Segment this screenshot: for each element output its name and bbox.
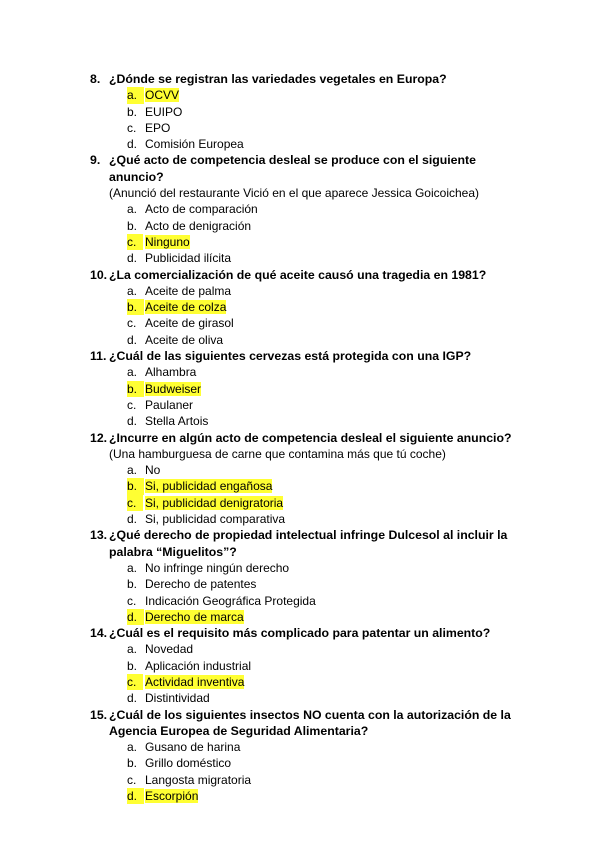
option-letter: a. <box>127 560 138 575</box>
question-block <box>0 625 600 706</box>
answer-option <box>0 364 600 380</box>
answer-option <box>0 576 600 592</box>
answer-option <box>0 136 600 152</box>
option-text: Novedad <box>145 642 194 657</box>
answer-option <box>0 413 600 429</box>
answer-option-highlighted <box>0 788 600 804</box>
question-text: ¿Qué acto de competencia desleal se produce con el siguiente anuncio? <box>109 153 476 184</box>
option-text: OCVV <box>145 88 180 103</box>
option-text: Comisión Europea <box>145 137 244 152</box>
answer-option <box>0 772 600 788</box>
option-letter: b. <box>127 381 144 397</box>
question-text: ¿La comercialización de qué aceite causó una tragedia en 1981? <box>109 267 487 282</box>
question-block <box>0 267 600 348</box>
answer-option <box>0 201 600 217</box>
option-letter: a. <box>127 202 138 217</box>
document-page <box>0 71 600 804</box>
question-text: ¿Dónde se registran las variedades vegetales en Europa? <box>109 72 447 86</box>
question-heading <box>0 267 600 283</box>
option-text: Indicación Geográfica Protegida <box>145 593 316 608</box>
option-text: Si, publicidad denigratoria <box>145 495 284 510</box>
option-letter: b. <box>127 299 144 315</box>
answer-option-highlighted <box>0 381 600 397</box>
option-text: Alhambra <box>145 365 197 380</box>
option-letter: a. <box>127 283 138 298</box>
question-number: 12. <box>90 430 108 445</box>
option-letter: b. <box>127 658 138 673</box>
option-text: Derecho de patentes <box>145 577 257 592</box>
option-text: Paulaner <box>145 397 194 412</box>
answer-option-highlighted <box>0 234 600 250</box>
answer-option-highlighted <box>0 609 600 625</box>
option-letter: a. <box>127 740 138 755</box>
option-text: EUIPO <box>145 104 183 119</box>
option-letter: d. <box>127 137 138 152</box>
option-letter: c. <box>127 397 137 412</box>
option-letter: a. <box>127 642 138 657</box>
answer-option <box>0 218 600 234</box>
answer-option-highlighted <box>0 87 600 103</box>
answer-option-highlighted <box>0 495 600 511</box>
question-number: 10. <box>90 267 108 282</box>
option-letter: b. <box>127 218 138 233</box>
question-block <box>0 152 600 266</box>
option-letter: c. <box>127 234 143 250</box>
question-block <box>0 348 600 429</box>
question-heading <box>0 348 600 364</box>
option-text: Langosta migratoria <box>145 772 252 787</box>
answer-option <box>0 658 600 674</box>
question-text: ¿Cuál de las siguientes cervezas está protegida con una IGP? <box>109 349 472 364</box>
option-text: Gusano de harina <box>145 740 241 755</box>
option-letter: c. <box>127 593 137 608</box>
question-text: ¿Cuál es el requisito más complicado para patentar un alimento? <box>109 626 491 641</box>
option-text: Publicidad ilícita <box>145 251 232 266</box>
option-text: Actividad inventiva <box>145 674 245 689</box>
question-heading <box>0 152 600 185</box>
question-text: ¿Incurre en algún acto de competencia desleal el siguiente anuncio? <box>109 430 512 445</box>
answer-option <box>0 593 600 609</box>
option-letter: a. <box>127 87 144 103</box>
answer-option <box>0 250 600 266</box>
option-letter: c. <box>127 120 137 135</box>
answer-option <box>0 397 600 413</box>
answer-option <box>0 120 600 136</box>
option-text: Aceite de colza <box>145 300 227 315</box>
option-text: No infringe ningún derecho <box>145 560 290 575</box>
answer-option <box>0 511 600 527</box>
answer-option <box>0 690 600 706</box>
option-text: Acto de comparación <box>145 202 258 217</box>
question-number: 15. <box>90 707 108 722</box>
answer-option <box>0 332 600 348</box>
question-number: 8. <box>90 72 101 86</box>
question-block <box>0 430 600 528</box>
option-letter: d. <box>127 332 138 347</box>
answer-option <box>0 641 600 657</box>
option-letter: a. <box>127 463 138 478</box>
question-text: ¿Cuál de los siguientes insectos NO cuenta con la autorización de la Agencia Europea de Seguridad Alimentaria? <box>109 707 511 738</box>
option-letter: d. <box>127 788 144 804</box>
option-text: No <box>145 463 161 478</box>
option-text: EPO <box>145 120 171 135</box>
option-letter: c. <box>127 495 143 511</box>
answer-option <box>0 104 600 120</box>
option-letter: c. <box>127 674 143 690</box>
option-letter: d. <box>127 251 138 266</box>
option-text: Stella Artois <box>145 414 209 429</box>
option-text: Aceite de palma <box>145 283 232 298</box>
option-letter: d. <box>127 609 144 625</box>
option-letter: c. <box>127 316 137 331</box>
answer-option <box>0 283 600 299</box>
question-heading <box>0 71 600 87</box>
answer-option-highlighted <box>0 478 600 494</box>
answer-option <box>0 462 600 478</box>
question-number: 11. <box>90 349 107 364</box>
option-text: Acto de denigración <box>145 218 252 233</box>
answer-option <box>0 755 600 771</box>
question-block <box>0 707 600 805</box>
question-text: ¿Qué derecho de propiedad intelectual infringe Dulcesol al incluir la palabra “Miguelitos”? <box>109 528 508 559</box>
option-text: Si, publicidad comparativa <box>145 512 286 527</box>
option-letter: b. <box>127 577 138 592</box>
option-letter: b. <box>127 478 144 494</box>
option-text: Ninguno <box>145 234 190 249</box>
option-text: Si, publicidad engañosa <box>145 479 273 494</box>
answer-option-highlighted <box>0 299 600 315</box>
option-text: Budweiser <box>145 381 202 396</box>
option-letter: d. <box>127 691 138 706</box>
option-text: Aceite de girasol <box>145 316 234 331</box>
question-number: 13. <box>90 528 108 543</box>
option-letter: d. <box>127 414 138 429</box>
option-text: Aplicación industrial <box>145 658 252 673</box>
option-letter: c. <box>127 772 137 787</box>
option-letter: b. <box>127 756 138 771</box>
question-heading <box>0 707 600 740</box>
option-text: Distintividad <box>145 691 210 706</box>
question-number: 9. <box>90 153 101 168</box>
question-heading <box>0 625 600 641</box>
question-heading <box>0 527 600 560</box>
question-heading <box>0 430 600 446</box>
question-block <box>0 527 600 625</box>
answer-option <box>0 315 600 331</box>
option-letter: d. <box>127 512 138 527</box>
answer-option <box>0 739 600 755</box>
option-text: Aceite de oliva <box>145 332 224 347</box>
option-text: Grillo doméstico <box>145 756 232 771</box>
question-note: (Anunció del restaurante Vició en el que aparece Jessica Goicoichea) <box>109 186 479 201</box>
question-block <box>0 71 600 152</box>
answer-option <box>0 560 600 576</box>
option-letter: a. <box>127 365 138 380</box>
option-letter: b. <box>127 104 138 119</box>
answer-option-highlighted <box>0 674 600 690</box>
option-text: Derecho de marca <box>145 609 244 624</box>
option-text: Escorpión <box>145 789 199 804</box>
question-number: 14. <box>90 626 108 641</box>
question-note: (Una hamburguesa de carne que contamina más que tú coche) <box>109 446 446 461</box>
